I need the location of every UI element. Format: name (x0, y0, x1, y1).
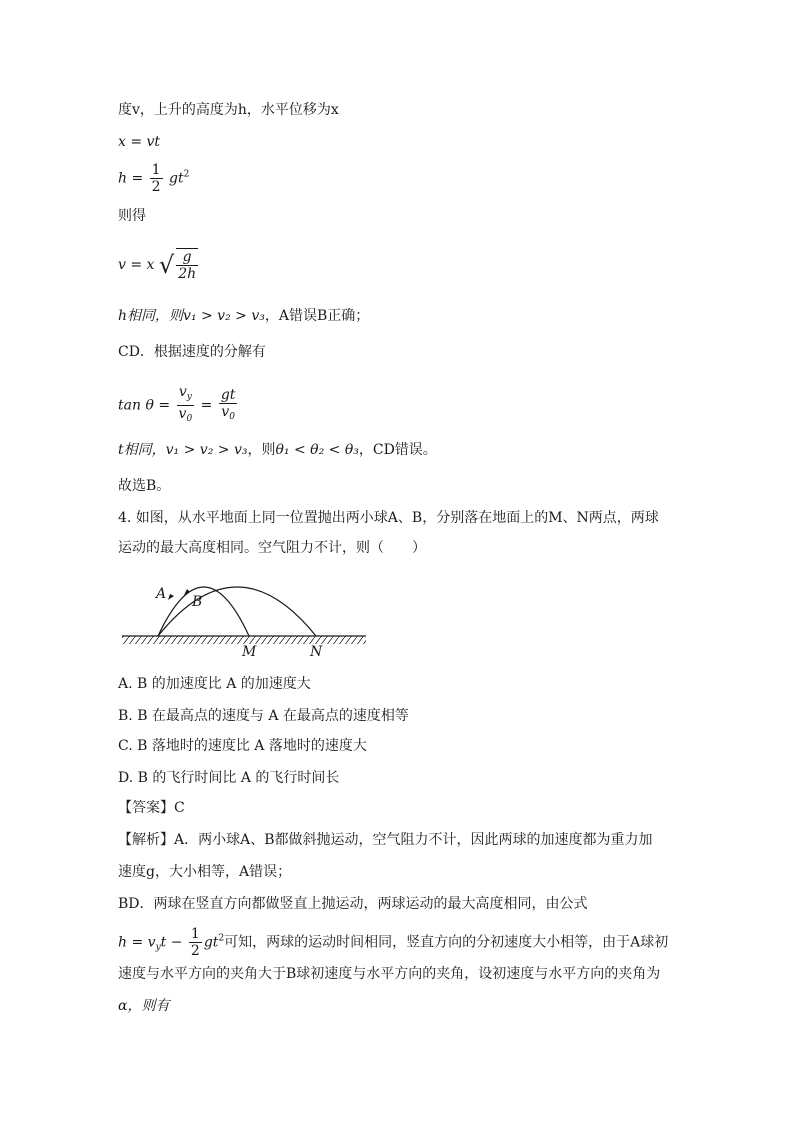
analysis-p6: α，则有 (118, 998, 170, 1014)
equation-x: x = vt (118, 134, 161, 150)
tan-lhs: tan θ = (118, 397, 171, 414)
thus-text: 则得 (118, 208, 146, 224)
t-same-mid: ，则 (247, 442, 276, 458)
p4-eq-sub: y (155, 942, 161, 953)
trajectory-figure (110, 566, 380, 662)
p4-eq-lhs: h = v (118, 934, 156, 951)
analysis-p5: 速度与水平方向的夹角大于B球初速度与水平方向的夹角，设初速度与水平方向的夹角为 (118, 966, 661, 982)
option-b: B. B 在最高点的速度与 A 在最高点的速度相等 (118, 708, 409, 724)
tan-den1: v (178, 406, 187, 422)
cd-intro: CD．根据速度的分解有 (118, 344, 266, 360)
h-same-relation: v₁ > v₂ > v₃ (183, 308, 265, 324)
label-a: A (156, 586, 167, 602)
eq-v-sqrt: √ $\frac{g}{2h}$ (158, 249, 197, 282)
analysis-line-1 (118, 830, 653, 850)
eq-h-den: 2 (151, 179, 161, 195)
eq-v-lhs: v = x (118, 257, 155, 273)
question-line-1: 4. 如图，从水平地面上同一位置抛出两小球A、B，分别落在地面上的M、N两点，两球 (118, 510, 659, 526)
trajectory-b (158, 587, 316, 636)
label-m: M (242, 644, 257, 660)
t-same-relation-2: θ₁ < θ₂ < θ₃ (275, 442, 359, 458)
t-same-prefix: t相同， (118, 442, 166, 458)
tan-fraction-1 (177, 384, 195, 427)
choose-text: 故选B。 (118, 478, 171, 494)
p4-eq-num: 1 (190, 926, 200, 942)
tan-num2: gt (220, 386, 236, 403)
p4-eq-mid: t − (160, 934, 183, 951)
analysis-label: 【解析】 (118, 832, 174, 848)
label-b: B (192, 594, 203, 610)
option-a: A. B 的加速度比 A 的加速度大 (118, 676, 311, 692)
question-line-2: 运动的最大高度相同。空气阻力不计，则（ ） (118, 540, 426, 556)
option-c: C. B 落地时的速度比 A 落地时的速度大 (118, 738, 367, 754)
eq-h-num: 1 (151, 162, 161, 178)
answer-line (118, 798, 185, 818)
analysis-p4: $h = v_yt$ − $\frac{1}{2}$ $gt^2$可知，两球的运动时间相同，竖直方向的分初速度大小相等，由于A球初 (118, 926, 669, 959)
eq-h-rhs: gt (169, 170, 184, 187)
p4-eq-den: 2 (190, 943, 200, 959)
tan-num1-sub: y (186, 392, 192, 402)
eq-h-lhs: h = (118, 170, 144, 187)
tan-den1-sub: 0 (186, 414, 193, 424)
answer-value: C (174, 800, 185, 816)
ground-hatch (122, 636, 366, 644)
p4-eq-rhs: gt (203, 934, 219, 951)
analysis-p3: BD．两球在竖直方向都做竖直上抛运动，两球运动的最大高度相同，由公式 (118, 896, 588, 912)
tan-den2: v (221, 403, 230, 420)
equation-tan: tan θ = $\frac{v_y}{v_0}$ = $\frac{gt}{v_0}$ (118, 384, 239, 427)
eq-v-num: g (176, 249, 198, 266)
tan-num1: v (178, 384, 187, 400)
arrow-a-icon (168, 594, 174, 600)
t-same-relation-1: v₁ > v₂ > v₃ (165, 442, 248, 458)
trajectory-a (158, 587, 249, 636)
h-same-prefix: h相同，则 (118, 308, 184, 324)
tan-fraction-2 (219, 387, 238, 425)
answer-label: 【答案】 (118, 800, 174, 816)
equation-h: h = $\frac{1}{2}$ $gt^2$ (118, 162, 190, 195)
p4-eq-fraction (189, 926, 202, 959)
eq-v-den: 2h (178, 266, 197, 282)
t-same-line (118, 440, 437, 460)
tan-den2-sub: 0 (229, 411, 235, 422)
analysis-p2: 速度g，大小相等，A错误； (118, 864, 292, 880)
p4-text: 可知，两球的运动时间相同，竖直方向的分初速度大小相等，由于A球初 (224, 934, 669, 951)
equation-v (118, 248, 200, 282)
label-n: N (310, 644, 323, 660)
option-d: D. B 的飞行时间比 A 的飞行时间长 (118, 770, 340, 786)
analysis-p1: A．两小球A、B都做斜抛运动，空气阻力不计，因此两球的加速度都为重力加 (174, 832, 653, 848)
h-same-line (118, 306, 369, 326)
h-same-suffix: ，A错误B正确； (264, 308, 370, 324)
t-same-suffix: ，CD错误。 (358, 442, 437, 458)
prev-intro: 度v，上升的高度为h，水平位移为x (118, 102, 339, 118)
eq-h-fraction (150, 162, 163, 195)
